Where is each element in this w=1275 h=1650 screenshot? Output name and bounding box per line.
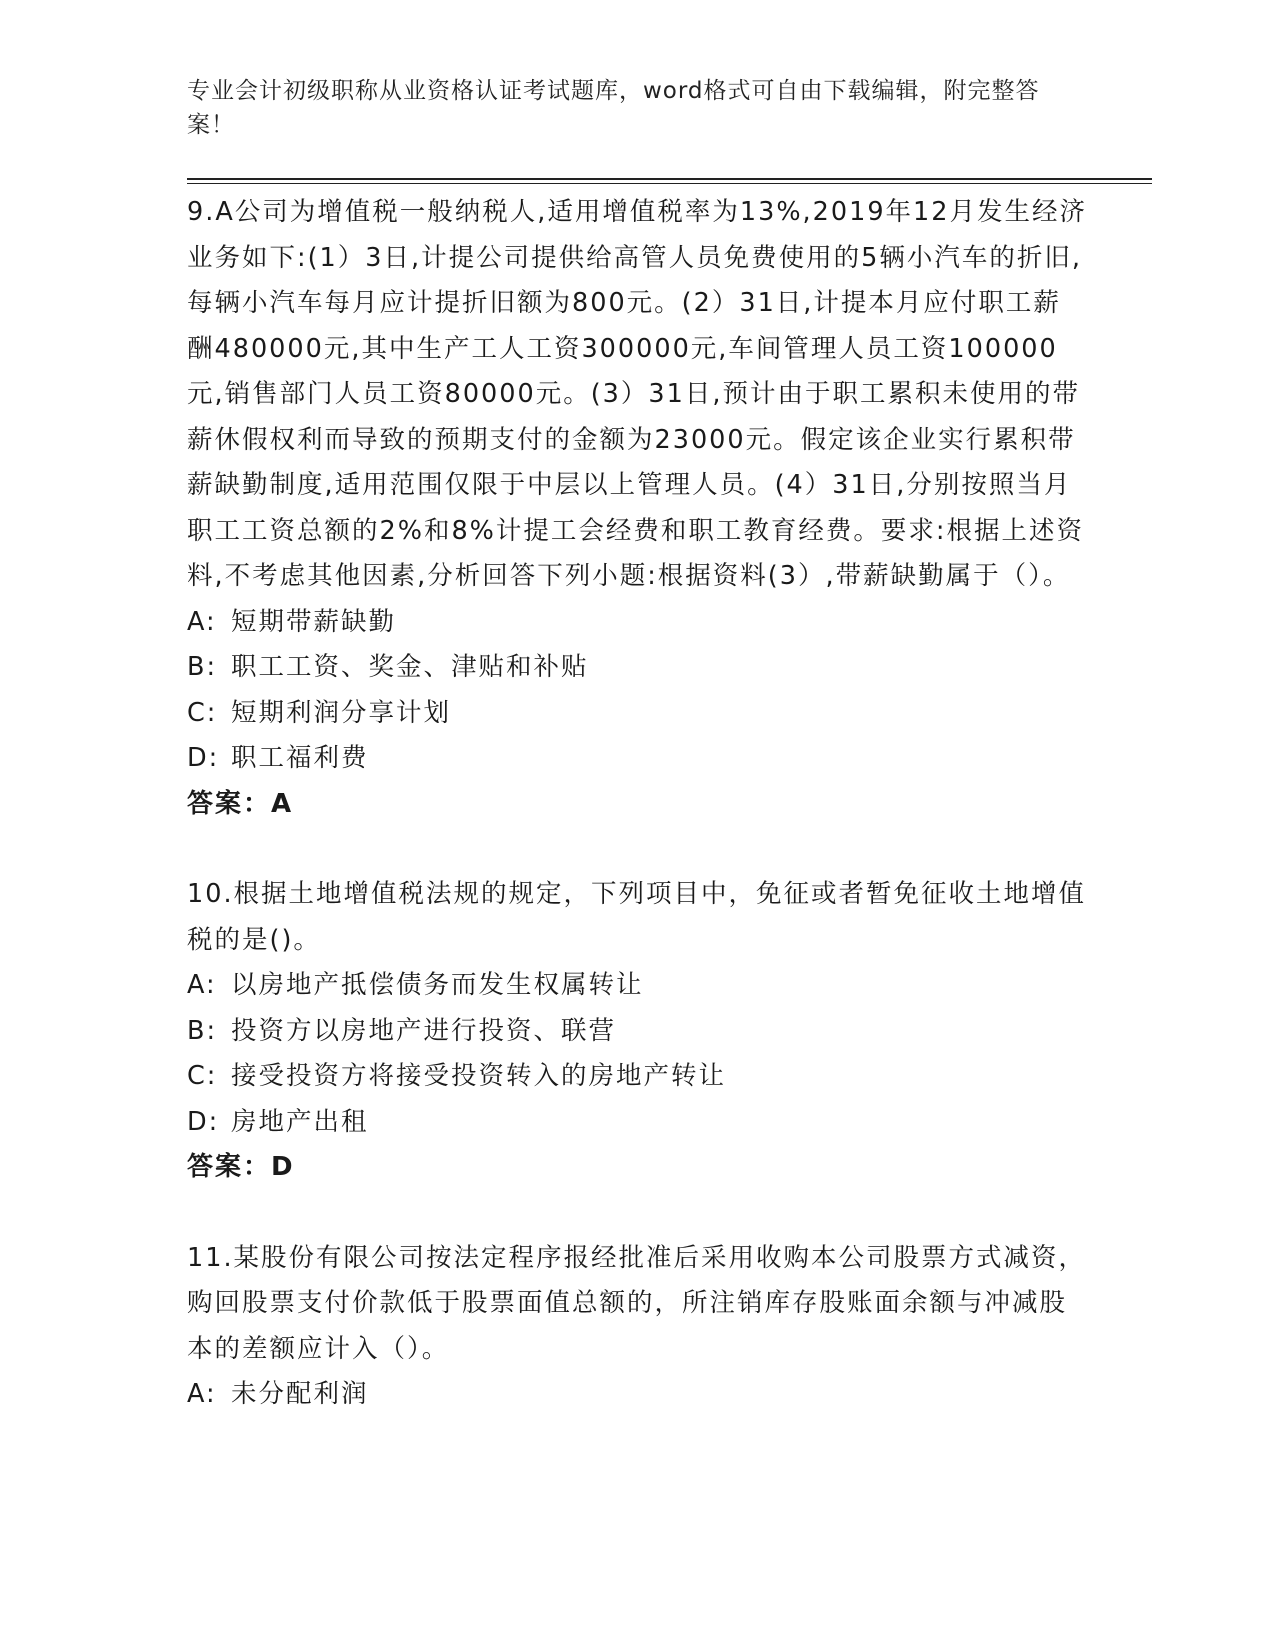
option-c xyxy=(187,691,1087,737)
header-divider-thin xyxy=(187,183,1152,184)
option-letter: D: xyxy=(187,1106,220,1137)
option-b xyxy=(187,645,1087,691)
answer-line: 答案：D xyxy=(187,1152,295,1182)
spacer xyxy=(187,827,1087,872)
question-list xyxy=(187,190,1087,1418)
question-stem: 10.根据土地增值税法规的规定，下列项目中，免征或者暂免征收土地增值税的是()。 xyxy=(187,879,1087,955)
question-11 xyxy=(187,1236,1087,1418)
option-text: 以房地产抵偿债务而发生权属转让 xyxy=(231,970,644,1000)
option-d xyxy=(187,1100,1087,1146)
option-letter: D: xyxy=(187,743,220,773)
option-letter: A: xyxy=(187,1379,217,1409)
option-c xyxy=(187,1054,1087,1100)
option-text: 短期利润分享计划 xyxy=(231,697,452,728)
option-text: 职工福利费 xyxy=(231,743,369,773)
question-stem: 9.A公司为增值税一般纳税人,适用增值税率为13%,2019年12月发生经济业务如下:(1）3日,计提公司提供给高管人员免费使用的5辆小汽车的折旧,每辆小汽车每月应计提折旧额为800元。(2）31日,计提本月应付职工薪酬480000元,其中生产工人工资300000元,车间管理人员工资100000元,销售部门人员工资80000元。(3）31日,预计由于职工累积未使用的带薪休假权利而导致的预期支付的金额为23000元。假定该企业实行累积带薪缺勤制度,适用范围仅限于中层以上管理人员。(4）31日,分别按照当月职工工资总额的2%和8%计提工会经费和职工教育经费。要求:根据上述资料,不考虑其他因素,分析回答下列小题:根据资料(3）,带薪缺勤属于（）。 xyxy=(187,197,1088,591)
question-stem: 11.某股份有限公司按法定程序报经批准后采用收购本公司股票方式减资，购回股票支付价款低于股票面值总额的，所注销库存股账面余额与冲减股本的差额应计入（）。 xyxy=(187,1242,1087,1364)
option-text: 接受投资方将接受投资转入的房地产转让 xyxy=(231,1061,727,1091)
header-divider-thick xyxy=(187,178,1152,180)
option-letter: A: xyxy=(187,606,217,637)
option-text: 职工工资、奖金、津贴和补贴 xyxy=(231,652,589,682)
question-10 xyxy=(187,872,1087,1191)
option-d xyxy=(187,736,1087,782)
option-text: 房地产出租 xyxy=(231,1106,369,1137)
option-b xyxy=(187,1009,1087,1055)
option-letter: C: xyxy=(187,697,218,728)
document-header: 专业会计初级职称从业资格认证考试题库，word格式可自由下载编辑，附完整答案！ xyxy=(187,78,1040,138)
option-a xyxy=(187,600,1087,646)
answer-line: 答案：A xyxy=(187,788,294,819)
option-text: 未分配利润 xyxy=(231,1379,369,1409)
option-letter: C: xyxy=(187,1061,218,1091)
question-9 xyxy=(187,190,1087,827)
option-text: 短期带薪缺勤 xyxy=(231,606,397,637)
option-letter: B: xyxy=(187,652,218,682)
spacer xyxy=(187,1191,1087,1236)
option-letter: A: xyxy=(187,970,217,1000)
option-a xyxy=(187,1372,1087,1418)
option-a xyxy=(187,963,1087,1009)
option-letter: B: xyxy=(187,1015,218,1046)
option-text: 投资方以房地产进行投资、联营 xyxy=(231,1015,617,1046)
